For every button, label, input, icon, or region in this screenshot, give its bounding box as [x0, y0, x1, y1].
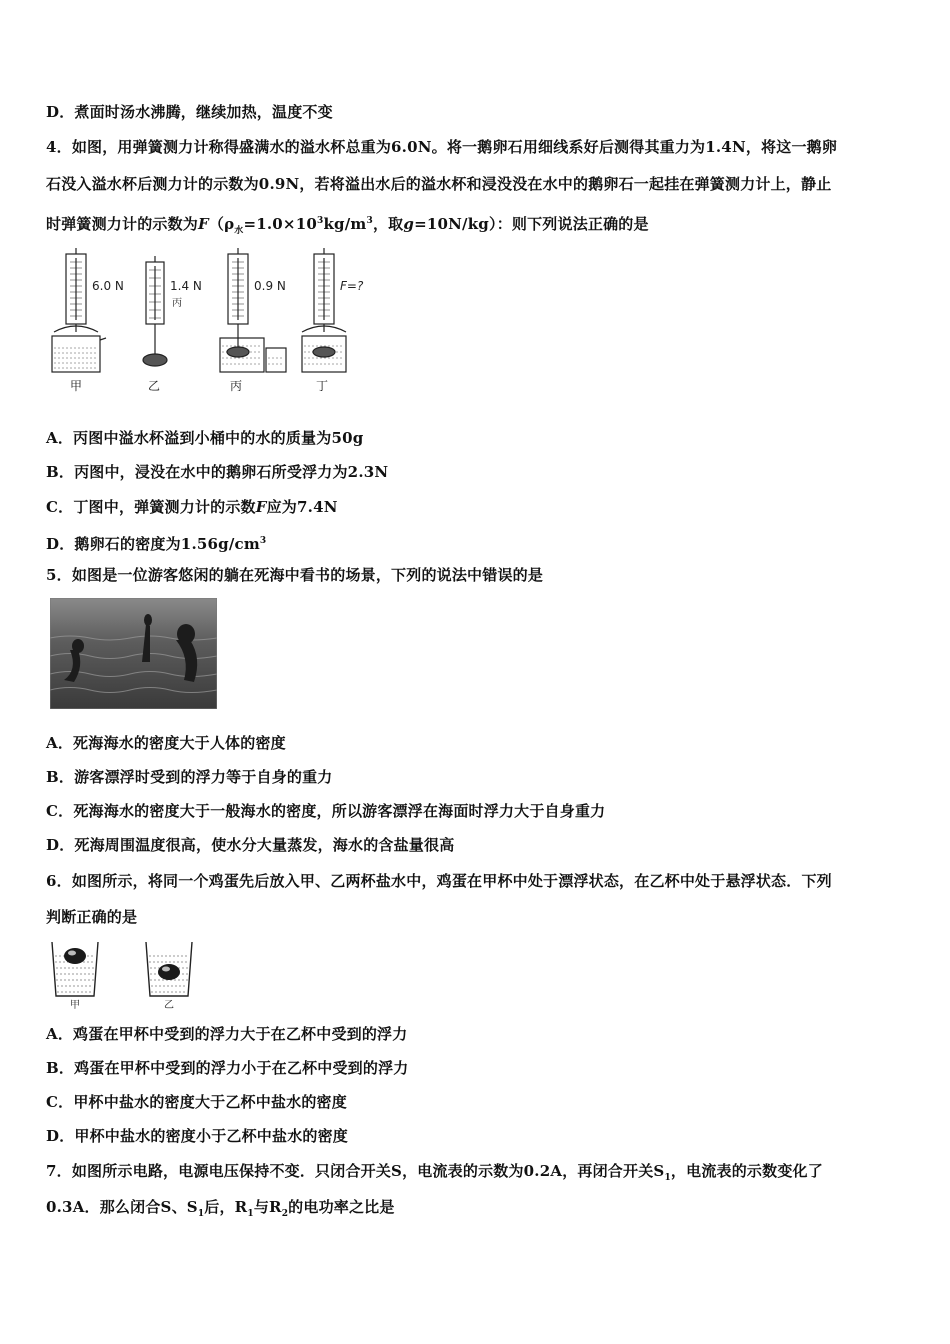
- caption-jia: 甲: [70, 379, 83, 393]
- q4-stem-line-1: 4．如图，用弹簧测力计称得盛满水的溢水杯总重为6.0N。将一鹅卵石用细线系好后测得其重力为1.4N，将这一鹅卵: [46, 138, 838, 156]
- q3-option-d: D．煮面时汤水沸腾，继续加热，温度不变: [46, 103, 333, 121]
- reading-1: 6.0 N: [92, 279, 124, 293]
- reading-2: 1.4 N: [170, 279, 202, 293]
- q5-option-b: B．游客漂浮时受到的浮力等于自身的重力: [46, 768, 333, 786]
- caption-cup-yi: 乙: [164, 1000, 174, 1010]
- spring-scale-figure: [44, 248, 394, 396]
- caption-ding: 丁: [316, 379, 329, 393]
- caption-cup-jia: 甲: [70, 1000, 80, 1010]
- caption-yi: 乙: [148, 379, 161, 393]
- q4-option-a: A．丙图中溢水杯溢到小桶中的水的质量为50g: [46, 429, 364, 447]
- pebble-2: [143, 354, 167, 366]
- q7-stem-line-1: 7．如图所示电路，电源电压保持不变．只闭合开关S，电流表的示数为0.2A，再闭合开关$S_1$，电流表的示数变化了: [46, 1162, 823, 1183]
- q5-option-d: D．死海周围温度很高，使水分大量蒸发，海水的含盐量很高: [46, 836, 455, 854]
- reading-4: F=?: [340, 279, 364, 293]
- q7-stem-line-2: 0.3A．那么闭合S、$S_1$后，$R_1$与$R_2$的电功率之比是: [46, 1198, 395, 1219]
- egg-yi: [158, 964, 180, 980]
- q5-stem: 5．如图是一位游客悠闲的躺在死海中看书的场景，下列的说法中错误的是: [46, 566, 544, 584]
- q6-stem-line-1: 6．如图所示，将同一个鸡蛋先后放入甲、乙两杯盐水中，鸡蛋在甲杯中处于漂浮状态，在乙杯中处于悬浮状态．下列: [46, 872, 832, 890]
- pebble-4: [313, 347, 335, 357]
- q6-option-c: C．甲杯中盐水的密度大于乙杯中盐水的密度: [46, 1093, 347, 1111]
- small-bucket: [266, 348, 286, 372]
- reading-3: 0.9 N: [254, 279, 286, 293]
- q4-option-c: C．丁图中，弹簧测力计的示数F应为7.4N: [46, 498, 338, 516]
- q6-option-a: A．鸡蛋在甲杯中受到的浮力大于在乙杯中受到的浮力: [46, 1025, 408, 1043]
- overflow-cup-1: [52, 336, 100, 372]
- q5-option-a: A．死海海水的密度大于人体的密度: [46, 734, 286, 752]
- q6-option-b: B．鸡蛋在甲杯中受到的浮力小于在乙杯中受到的浮力: [46, 1059, 409, 1077]
- egg-cups-figure: [46, 938, 196, 1010]
- q4-stem-line-2: 石没入溢水杯后测力计的示数为0.9N，若将溢出水后的溢水杯和浸没没在水中的鹅卵石一起挂在弹簧测力计上，静止: [46, 175, 832, 193]
- q4-option-b: B．丙图中，浸没在水中的鹅卵石所受浮力为2.3N: [46, 463, 389, 481]
- caption-bing: 丙: [230, 379, 243, 393]
- q6-stem-line-2: 判断正确的是: [46, 908, 138, 926]
- q4-stem-line-3: 时弹簧测力计的示数为$F(\rho_水=1.0\times 10^3kg/m^3$，取g=10N/kg）：则下列说法正确的是: [46, 215, 649, 236]
- q6-option-d: D．甲杯中盐水的密度小于乙杯中盐水的密度: [46, 1127, 349, 1145]
- q5-option-c: C．死海海水的密度大于一般海水的密度，所以游客漂浮在海面时浮力大于自身重力: [46, 802, 606, 820]
- q4-option-d: D．鹅卵石的密度为$1.56g/cm^3$: [46, 535, 267, 553]
- pebble-3: [227, 347, 249, 357]
- reading-2-sub: 丙: [172, 298, 182, 309]
- egg-jia: [64, 948, 86, 964]
- dead-sea-photo: [50, 598, 217, 709]
